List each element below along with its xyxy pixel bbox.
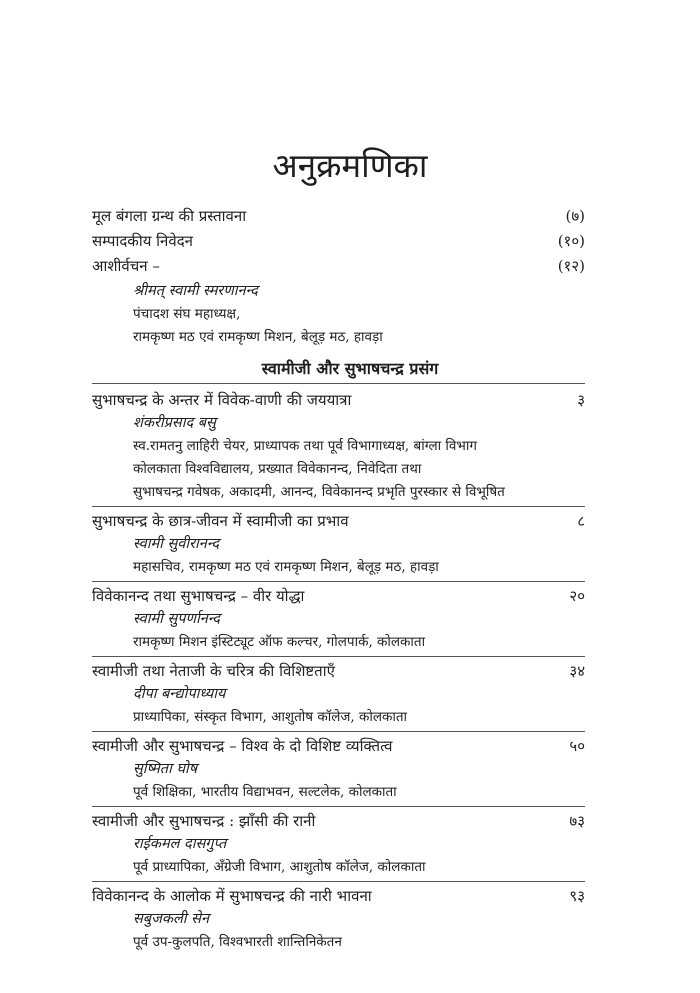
divider xyxy=(92,656,585,657)
toc-row-page: (७) xyxy=(565,207,585,225)
toc-row-label: मूल बंगला ग्रन्थ की प्रस्तावना xyxy=(92,207,247,225)
toc-row-page: (१२) xyxy=(557,257,585,275)
toc-entry-title: स्वामीजी और सुभाषचन्द्र : झाँसी की रानी xyxy=(92,812,316,830)
divider xyxy=(92,506,585,507)
section-heading: स्वामीजी और सुभाषचन्द्र प्रसंग xyxy=(261,359,439,378)
toc-entry-title: विवेकानन्द तथा सुभाषचन्द्र – वीर योद्धा xyxy=(92,587,305,605)
toc-author: सबुजकली सेन xyxy=(133,911,210,927)
toc-author: दीपा बन्द्योपाध्याय xyxy=(133,686,226,702)
toc-row-label: आशीर्वचन – xyxy=(92,257,160,275)
toc-entry-title: सुभाषचन्द्र के छात्र-जीवन में स्वामीजी का प्रभाव xyxy=(92,512,349,530)
toc-entry-page: ७३ xyxy=(569,812,585,830)
toc-author-desc: पूर्व उप-कुलपति, विश्वभारती शान्तिनिकेतन xyxy=(133,934,342,950)
toc-entry-title: विवेकानन्द के आलोक में सुभाषचन्द्र की नारी भावना xyxy=(92,887,372,905)
toc-entry-title: सुभाषचन्द्र के अन्तर में विवेक-वाणी की जययात्रा xyxy=(92,391,352,409)
toc-author-desc: स्व.रामतनु लाहिरी चेयर, प्राध्यापक तथा पूर्व विभागाध्यक्ष, बांग्ला विभाग xyxy=(133,438,478,454)
toc-author: राईकमल दासगुप्त xyxy=(133,836,227,852)
toc-author-desc: महासचिव, रामकृष्ण मठ एवं रामकृष्ण मिशन, बेलूड़ मठ, हावड़ा xyxy=(133,559,439,575)
toc-entry-title: स्वामीजी और सुभाषचन्द्र – विश्व के दो विशिष्ट व्यक्तित्व xyxy=(92,737,393,755)
divider xyxy=(92,581,585,582)
toc-entry-page: २० xyxy=(569,587,585,605)
toc-author-desc: कोलकाता विश्वविद्यालय, प्रख्यात विवेकानन्द, निवेदिता तथा xyxy=(133,461,422,477)
toc-author-desc: पूर्व प्राध्यापिका, अँग्रेजी विभाग, आशुतोष कॉलेज, कोलकाता xyxy=(133,859,426,875)
divider xyxy=(92,383,585,384)
divider xyxy=(92,731,585,732)
toc-author: शंकरीप्रसाद बसु xyxy=(133,415,216,431)
toc-author: सुष्मिता घोष xyxy=(133,761,198,777)
toc-entry-page: ३ xyxy=(577,391,585,409)
toc-entry-page: ९३ xyxy=(569,887,585,905)
toc-author-desc: रामकृष्ण मिशन इंस्टिट्यूट ऑफ कल्चर, गोलपार्क, कोलकाता xyxy=(133,634,426,650)
page-title: अनुक्रमणिका xyxy=(272,146,428,185)
toc-entry-title: स्वामीजी तथा नेताजी के चरित्र की विशिष्टताएँ xyxy=(92,662,335,680)
divider xyxy=(92,881,585,882)
toc-author: स्वामी सुवीरानन्द xyxy=(133,536,220,552)
toc-author-desc: रामकृष्ण मठ एवं रामकृष्ण मिशन, बेलूड़ मठ, हावड़ा xyxy=(133,329,383,345)
toc-row-page: (१०) xyxy=(557,232,585,250)
toc-author-desc: सुभाषचन्द्र गवेषक, अकादमी, आनन्द, विवेकानन्द प्रभृति पुरस्कार से विभूषित xyxy=(133,484,505,500)
toc-entry-page: ५० xyxy=(569,737,585,755)
toc-author-desc: पूर्व शिक्षिका, भारतीय विद्याभवन, सल्टलेक, कोलकाता xyxy=(133,784,397,800)
toc-author-desc: प्राध्यापिका, संस्कृत विभाग, आशुतोष कॉलेज, कोलकाता xyxy=(133,709,408,725)
toc-entry-page: ८ xyxy=(577,512,585,530)
toc-author-desc: पंचादश संघ महाध्यक्ष, xyxy=(133,306,241,322)
toc-row-label: सम्पादकीय निवेदन xyxy=(92,232,194,250)
toc-entry-page: ३४ xyxy=(569,662,585,680)
toc-author: स्वामी सुपर्णानन्द xyxy=(133,611,220,627)
divider xyxy=(92,806,585,807)
toc-author: श्रीमत् स्वामी स्मरणानन्द xyxy=(133,283,258,299)
